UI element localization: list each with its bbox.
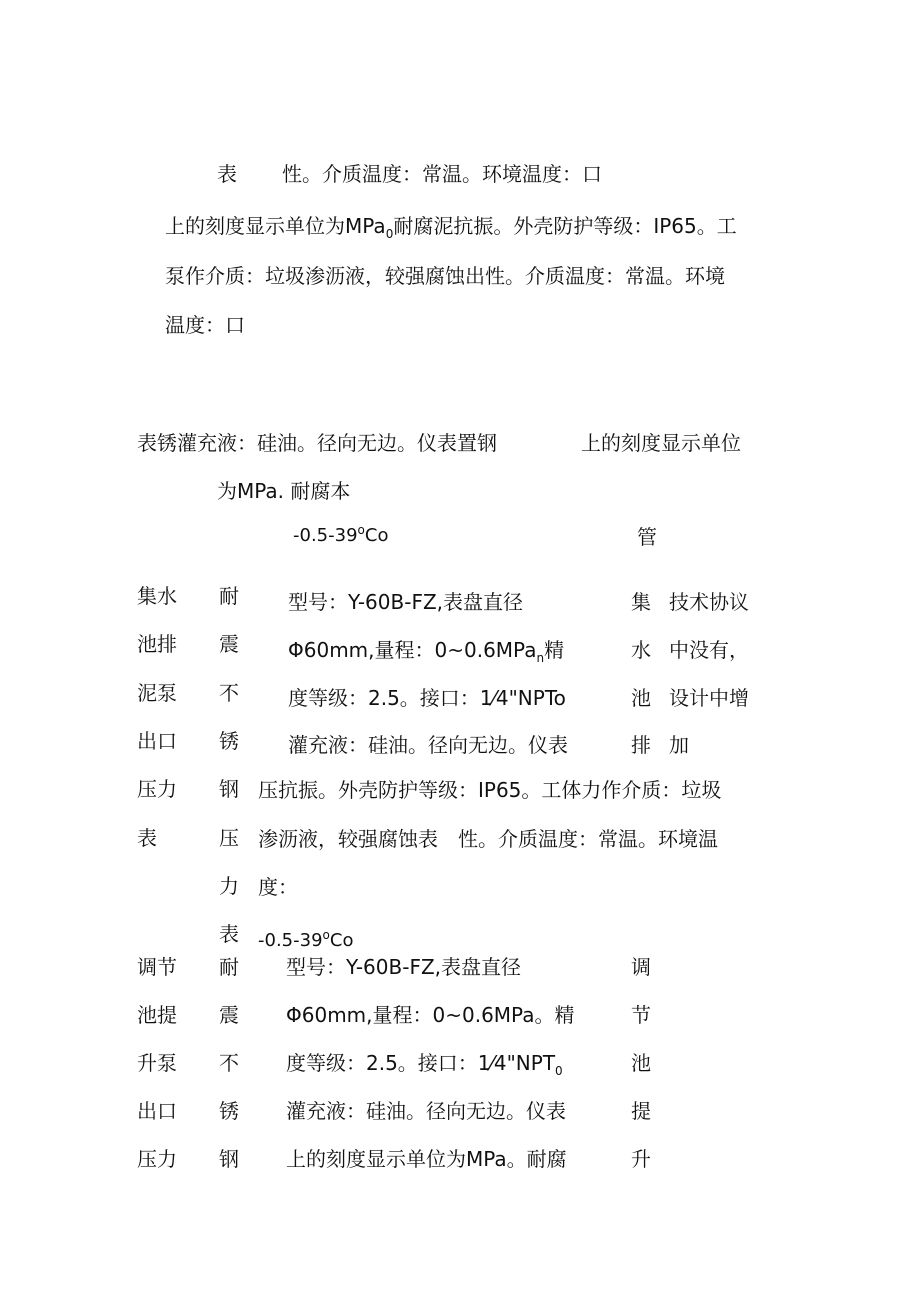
text-line: 泵作介质：垃圾渗沥液，较强腐蚀出性。介质温度：常温。环境 (165, 264, 725, 288)
spec-line: 型号：Y-60B-FZ,表盘直径 (286, 955, 522, 979)
spec-line: 度等级：2.5。接口：$1⁄4"NPT_0$ (286, 1051, 563, 1078)
type-char: 震 (219, 632, 239, 656)
spec-line: 度： (258, 875, 298, 899)
remark-line: 技术协议 (669, 590, 749, 614)
text-line: 上的刻度显示单位为MPa$_0$耐腐泥抗振。外壳防护等级：IP65。工 (165, 214, 737, 241)
text-line: 表锈灌充液：硅油。径向无边。仪表置钢 (137, 431, 497, 455)
text-guan: 管 (637, 525, 657, 549)
item-name-char: 调节 (137, 955, 177, 979)
spec-line: 灌充液：硅油。径向无边。仪表 (286, 1099, 566, 1123)
item-name-char: 集水 (137, 584, 177, 608)
location-char: 池 (631, 686, 651, 710)
text-line: 性。介质温度：常温。环境温度：口 (282, 162, 602, 186)
type-char: 表 (219, 922, 239, 946)
item-name-char: 泥泵 (137, 681, 177, 705)
type-char: 压 (219, 826, 239, 850)
type-char: 震 (219, 1003, 239, 1027)
location-char: 水 (631, 638, 651, 662)
spec-line: Φ60mm,量程：0~0.6MPa$_n$精 (288, 638, 565, 665)
type-char: 不 (219, 681, 239, 705)
item-name-char: 压力 (137, 1147, 177, 1171)
location-char: 节 (631, 1003, 651, 1027)
type-char: 不 (219, 1051, 239, 1075)
remark-line: 中没有， (669, 638, 749, 662)
location-char: 提 (631, 1099, 651, 1123)
location-char: 调 (631, 955, 651, 979)
spec-line: 灌充液：硅油。径向无边。仪表 (288, 733, 568, 757)
spec-line: Φ60mm,量程：0~0.6MPa。精 (286, 1003, 575, 1027)
type-char: 锈 (219, 729, 239, 753)
item-name-char: 池提 (137, 1003, 177, 1027)
text-line: 为MPa. 耐腐本 (217, 479, 351, 503)
type-char: 耐 (219, 955, 239, 979)
spec-line: 渗沥液，较强腐蚀表 性。介质温度：常温。环境温 (258, 827, 718, 851)
type-char: 钢 (219, 777, 239, 801)
spec-line: 度等级：2.5。接口：1⁄4"NPTo (288, 686, 566, 710)
remark-line: 设计中增 (669, 686, 749, 710)
location-char: 集 (631, 590, 651, 614)
item-name-char: 出口 (137, 729, 177, 753)
text-line: 上的刻度显示单位 (581, 431, 741, 455)
item-name-char: 升泵 (137, 1051, 177, 1075)
location-char: 池 (631, 1051, 651, 1075)
item-name-char: 压力 (137, 777, 177, 801)
text-biao: 表 (217, 162, 237, 186)
item-name-char: 池排 (137, 632, 177, 656)
location-char: 升 (631, 1147, 651, 1171)
spec-line: 压抗振。外壳防护等级：IP65。工体力作介质：垃圾 (258, 778, 722, 802)
type-char: 耐 (219, 584, 239, 608)
temperature-range: -0.5-39$^o$Co (258, 928, 354, 951)
type-char: 钢 (219, 1147, 239, 1171)
temperature-range: -0.5-39$^o$Co (293, 523, 389, 546)
text-line: 温度：口 (165, 313, 245, 337)
remark-line: 加 (669, 733, 689, 757)
spec-line: 上的刻度显示单位为MPa。耐腐 (286, 1147, 567, 1171)
location-char: 排 (631, 733, 651, 757)
item-name-char: 出口 (137, 1099, 177, 1123)
item-name-char: 表 (137, 826, 157, 850)
spec-line: 型号：Y-60B-FZ,表盘直径 (288, 590, 524, 614)
type-char: 锈 (219, 1099, 239, 1123)
type-char: 力 (219, 874, 239, 898)
